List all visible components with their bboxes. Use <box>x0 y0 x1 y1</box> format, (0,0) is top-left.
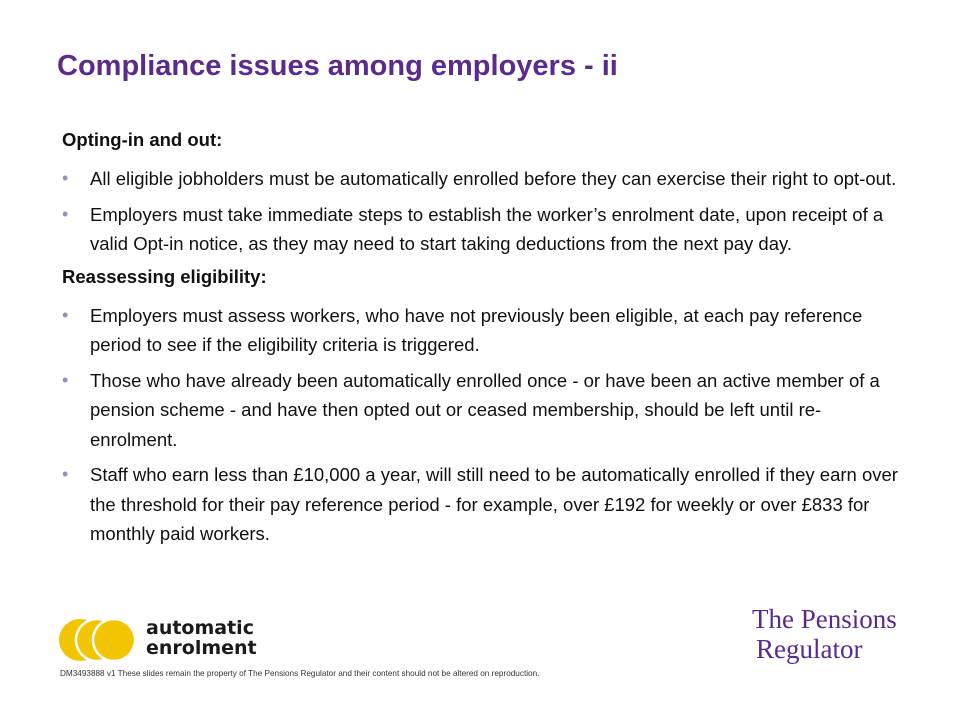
bullet-marker: • <box>62 464 69 484</box>
bullet-text: Those who have already been automatically enrolled once - or have been an active member of a pension scheme - and have then opted out or ceased membership, should be left until re-enrolment. <box>90 369 880 450</box>
ae-wordmark-line1: automatic <box>146 617 254 639</box>
section-heading-reassessing: Reassessing eligibility: <box>62 265 267 287</box>
automatic-enrolment-wordmark <box>146 618 257 658</box>
bullet-text: All eligible jobholders must be automatically enrolled before they can exercise their right to opt-out. <box>90 168 897 189</box>
slide-content <box>62 128 902 555</box>
bullet-item <box>62 164 902 194</box>
bullet-text: Staff who earn less than £10,000 a year, will still need to be automatically enrolled if they earn over the threshold for their pay reference period - for example, over £192 for weekly or over £833 for monthly paid workers. <box>90 464 898 544</box>
section-heading-opting: Opting-in and out: <box>62 129 223 150</box>
overlapping-circles-icon <box>58 616 136 664</box>
ae-wordmark-line2: enrolment <box>146 637 257 659</box>
automatic-enrolment-logo <box>58 616 258 664</box>
bullet-text: Employers must take immediate steps to establish the worker’s enrolment date, upon receipt of a valid Opt-in notice, as they may need to start taking deductions from the next pay day. <box>90 203 884 254</box>
pensions-regulator-logo <box>752 604 897 664</box>
bullet-item <box>62 460 902 549</box>
slide-title: Compliance issues among employers - ii <box>57 50 618 82</box>
bullet-marker: • <box>62 369 69 390</box>
bullet-item <box>62 366 902 455</box>
bullet-marker: • <box>62 203 69 224</box>
footer-disclaimer: DM3493888 v1 These slides remain the property of The Pensions Regulator and their content should not be altered on reproduction. <box>60 669 540 678</box>
bullet-item <box>62 200 902 259</box>
bullet-marker: • <box>62 168 69 188</box>
bullet-item <box>62 301 902 360</box>
bullet-marker: • <box>62 304 69 325</box>
tpr-logo-line2: Regulator <box>756 634 863 664</box>
bullet-text: Employers must assess workers, who have not previously been eligible, at each pay reference period to see if the eligibility criteria is triggered. <box>90 304 863 355</box>
tpr-logo-line1: The Pensions <box>752 604 897 634</box>
